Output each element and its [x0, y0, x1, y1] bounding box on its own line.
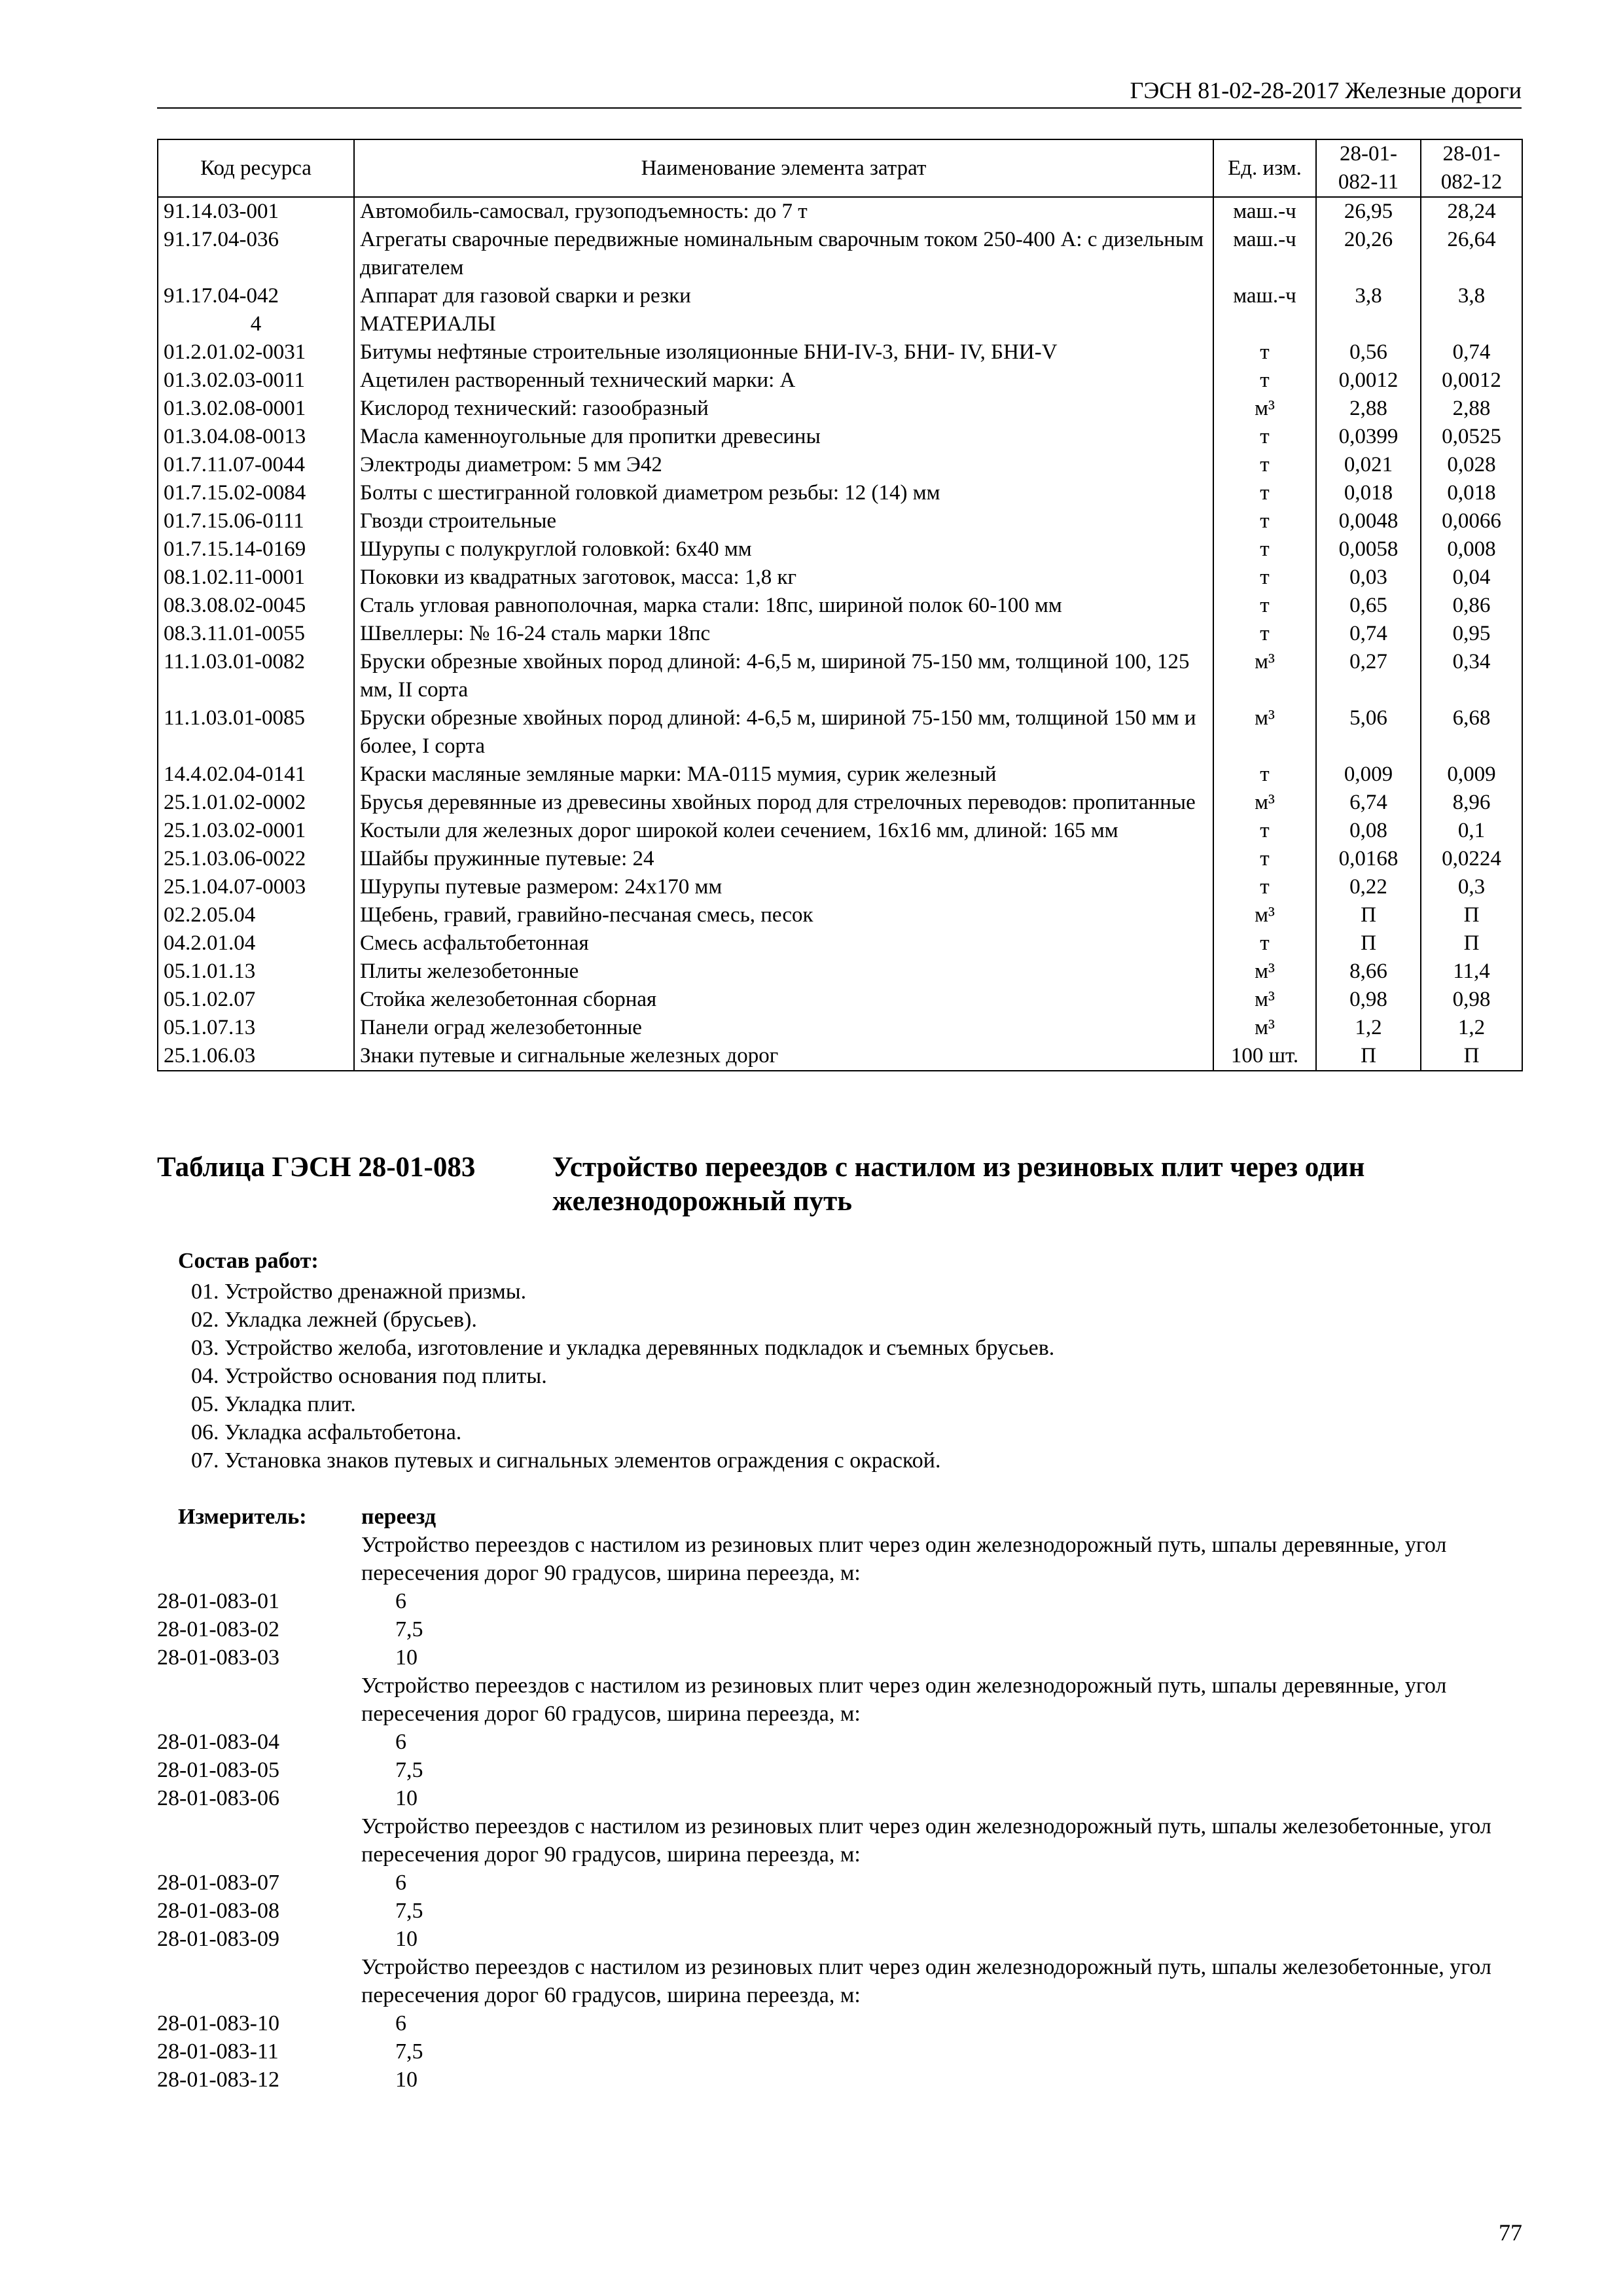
meter-item-code: 28-01-083-08	[157, 1899, 279, 1923]
table-row	[158, 648, 1522, 704]
cell-unit: т	[1213, 564, 1316, 592]
page-number: 77	[1499, 2219, 1522, 2246]
cell-code: 01.7.11.07-0044	[158, 451, 354, 479]
cell-code: 05.1.01.13	[158, 958, 354, 986]
col-value1-header-line1: 28-01-	[1340, 142, 1397, 166]
cell-unit: т	[1213, 873, 1316, 901]
cell-value2: 0,008	[1421, 535, 1522, 564]
cell-value2: 26,64	[1421, 226, 1522, 282]
meter-item-code: 28-01-083-04	[157, 1730, 279, 1754]
table-row	[158, 564, 1522, 592]
header-title: ГЭСН 81-02-28-2017 Железные дороги	[1130, 77, 1522, 103]
cell-unit: т	[1213, 423, 1316, 451]
cell-name: Аппарат для газовой сварки и резки	[354, 282, 1213, 310]
cell-value2: 8,96	[1421, 789, 1522, 817]
meter-item-value: 7,5	[395, 1617, 423, 1641]
cell-code: 25.1.03.02-0001	[158, 817, 354, 845]
work-item: 04. Устройство основания под плиты.	[191, 1364, 547, 1388]
cell-name: Электроды диаметром: 5 мм Э42	[354, 451, 1213, 479]
cell-code: 01.7.15.02-0084	[158, 479, 354, 507]
cell-code: 04.2.01.04	[158, 929, 354, 958]
cell-value1: 5,06	[1316, 704, 1421, 761]
table-body	[158, 197, 1522, 1071]
table-row	[158, 282, 1522, 310]
cell-value2: 28,24	[1421, 197, 1522, 226]
meter-group-description: Устройство переездов с настилом из резиновых плит через один железнодорожный путь, шпалы деревянные, угол пересечения дорог 90 градусов, ширина переезда, м:	[361, 1533, 1447, 1585]
cell-code: 91.17.04-036	[158, 226, 354, 282]
table-row	[158, 423, 1522, 451]
cell-value1: 0,65	[1316, 592, 1421, 620]
meter-unit: переезд	[361, 1505, 437, 1529]
table-title: Таблица ГЭСН 28-01-083	[157, 1152, 476, 1183]
cell-value1: 0,0012	[1316, 367, 1421, 395]
cell-value1	[1316, 310, 1421, 338]
cell-unit: маш.-ч	[1213, 226, 1316, 282]
cell-unit: т	[1213, 479, 1316, 507]
cell-value2	[1421, 310, 1522, 338]
cell-value2: 0,0525	[1421, 423, 1522, 451]
cell-unit: т	[1213, 507, 1316, 535]
meter-item	[157, 1756, 1522, 1784]
cell-name: Шурупы путевые размером: 24х170 мм	[354, 873, 1213, 901]
cell-name: Брусья деревянные из древесины хвойных пород для стрелочных переводов: пропитанные	[354, 789, 1213, 817]
meter-item-code: 28-01-083-03	[157, 1645, 279, 1670]
table-row	[158, 873, 1522, 901]
cell-name: Шайбы пружинные путевые: 24	[354, 845, 1213, 873]
cell-unit: м³	[1213, 901, 1316, 929]
cell-value2: 0,86	[1421, 592, 1522, 620]
meter-item	[157, 1869, 1522, 1897]
cell-unit: т	[1213, 929, 1316, 958]
cell-value2: П	[1421, 901, 1522, 929]
cell-name: Масла каменноугольные для пропитки древесины	[354, 423, 1213, 451]
meter-item-code: 28-01-083-10	[157, 2011, 279, 2036]
meter-item	[157, 1897, 1522, 1925]
meter-item-code: 28-01-083-06	[157, 1786, 279, 1810]
table-row	[158, 986, 1522, 1014]
cell-value1: 0,018	[1316, 479, 1421, 507]
cell-value2: 0,0012	[1421, 367, 1522, 395]
cell-code: 01.7.15.06-0111	[158, 507, 354, 535]
meter-item-code: 28-01-083-09	[157, 1927, 279, 1951]
table-row	[158, 507, 1522, 535]
cell-value2: 0,98	[1421, 986, 1522, 1014]
table-row	[158, 958, 1522, 986]
cell-unit: м³	[1213, 704, 1316, 761]
work-item: 07. Установка знаков путевых и сигнальных элементов ограждения с окраской.	[191, 1448, 941, 1473]
cell-unit: маш.-ч	[1213, 197, 1316, 226]
running-header	[157, 77, 1522, 109]
cell-unit: т	[1213, 338, 1316, 367]
cell-unit: т	[1213, 592, 1316, 620]
meter-item	[157, 1643, 1522, 1672]
section-row	[158, 310, 1522, 338]
col-value1-header-line2: 082-11	[1338, 170, 1399, 194]
table-row	[158, 901, 1522, 929]
cell-code: 25.1.01.02-0002	[158, 789, 354, 817]
cell-name: Поковки из квадратных заготовок, масса: 1,8 кг	[354, 564, 1213, 592]
cell-name: Швеллеры: № 16-24 сталь марки 18пс	[354, 620, 1213, 648]
col-value2-header-line2: 082-12	[1440, 170, 1503, 194]
cell-unit: м³	[1213, 648, 1316, 704]
meter-item-value: 10	[395, 1645, 418, 1670]
cell-unit: м³	[1213, 986, 1316, 1014]
meter-item-code: 28-01-083-12	[157, 2068, 279, 2092]
work-item: 06. Укладка асфальтобетона.	[191, 1420, 462, 1444]
cell-name: МАТЕРИАЛЫ	[354, 310, 1213, 338]
work-item: 03. Устройство желоба, изготовление и укладка деревянных подкладок и съемных брусьев.	[191, 1336, 1055, 1360]
meter-label: Измеритель:	[178, 1505, 307, 1529]
cell-value2: 0,3	[1421, 873, 1522, 901]
table-row	[158, 367, 1522, 395]
cell-value2: 0,0224	[1421, 845, 1522, 873]
meter-item-value: 6	[395, 1730, 406, 1754]
table-heading: Устройство переездов с настилом из резиновых плит через один железнодорожный путь	[552, 1152, 1365, 1217]
cell-value1: 0,0399	[1316, 423, 1421, 451]
cell-value2: 0,028	[1421, 451, 1522, 479]
cell-name: Шурупы с полукруглой головкой: 6х40 мм	[354, 535, 1213, 564]
meter-item-value: 7,5	[395, 1899, 423, 1923]
table-row	[158, 620, 1522, 648]
cell-code: 25.1.03.06-0022	[158, 845, 354, 873]
cell-name: Бруски обрезные хвойных пород длиной: 4-6,5 м, шириной 75-150 мм, толщиной 150 мм и более, I сорта	[354, 704, 1213, 761]
cell-value2: 2,88	[1421, 395, 1522, 423]
cell-value2: 0,018	[1421, 479, 1522, 507]
cell-unit: м³	[1213, 395, 1316, 423]
cell-unit	[1213, 310, 1316, 338]
cell-unit: м³	[1213, 1014, 1316, 1042]
cell-value2: 1,2	[1421, 1014, 1522, 1042]
meter-header	[157, 1503, 1522, 1531]
table-row	[158, 451, 1522, 479]
table-header-row	[158, 139, 1522, 197]
table-row	[158, 1014, 1522, 1042]
cell-unit: маш.-ч	[1213, 282, 1316, 310]
cell-value2: 0,009	[1421, 761, 1522, 789]
cell-name: Бруски обрезные хвойных пород длиной: 4-6,5 м, шириной 75-150 мм, толщиной 100, 125 мм, II сорта	[354, 648, 1213, 704]
work-item: 05. Укладка плит.	[191, 1392, 356, 1416]
table-row	[158, 817, 1522, 845]
col-unit-header: Ед. изм.	[1213, 139, 1316, 197]
table-row	[158, 929, 1522, 958]
cell-unit: м³	[1213, 958, 1316, 986]
table-row	[158, 592, 1522, 620]
cell-name: Смесь асфальтобетонная	[354, 929, 1213, 958]
table-row	[158, 761, 1522, 789]
cell-value1: 26,95	[1316, 197, 1421, 226]
cell-unit: т	[1213, 451, 1316, 479]
cell-code: 08.3.08.02-0045	[158, 592, 354, 620]
table-row	[158, 1042, 1522, 1071]
meter-item-code: 28-01-083-05	[157, 1758, 279, 1782]
cell-unit: т	[1213, 761, 1316, 789]
cell-value2: 0,1	[1421, 817, 1522, 845]
table-row	[158, 197, 1522, 226]
col-name-header: Наименование элемента затрат	[354, 139, 1213, 197]
cell-value1: 0,22	[1316, 873, 1421, 901]
meter-section	[157, 1503, 1522, 2094]
meter-item	[157, 2066, 1522, 2094]
cell-value1: 0,74	[1316, 620, 1421, 648]
meter-group-description: Устройство переездов с настилом из резиновых плит через один железнодорожный путь, шпалы железобетонные, угол пересечения дорог 60 градусов, ширина переезда, м:	[361, 1955, 1491, 2007]
cell-value1: 0,0048	[1316, 507, 1421, 535]
table-row	[158, 704, 1522, 761]
meter-item-code: 28-01-083-01	[157, 1589, 279, 1613]
col-code-header: Код ресурса	[158, 139, 354, 197]
cell-value1: 8,66	[1316, 958, 1421, 986]
meter-item-value: 10	[395, 1786, 418, 1810]
cell-code: 11.1.03.01-0082	[158, 648, 354, 704]
meter-item	[157, 1587, 1522, 1615]
cell-value1: 0,56	[1316, 338, 1421, 367]
cell-code: 05.1.07.13	[158, 1014, 354, 1042]
cell-unit: 100 шт.	[1213, 1042, 1316, 1071]
meter-item-value: 6	[395, 1871, 406, 1895]
cell-value1: 0,021	[1316, 451, 1421, 479]
cell-unit: т	[1213, 620, 1316, 648]
cell-value1: 0,03	[1316, 564, 1421, 592]
meter-item	[157, 1784, 1522, 1812]
cell-code: 05.1.02.07	[158, 986, 354, 1014]
col-value2-header	[1421, 139, 1522, 197]
cell-code: 01.3.04.08-0013	[158, 423, 354, 451]
cell-code: 08.1.02.11-0001	[158, 564, 354, 592]
table-row	[158, 226, 1522, 282]
cell-value2: 0,74	[1421, 338, 1522, 367]
meter-group-description: Устройство переездов с настилом из резиновых плит через один железнодорожный путь, шпалы железобетонные, угол пересечения дорог 90 градусов, ширина переезда, м:	[361, 1814, 1491, 1867]
cell-value1: 0,009	[1316, 761, 1421, 789]
cell-value1: 0,98	[1316, 986, 1421, 1014]
cell-code: 01.3.02.08-0001	[158, 395, 354, 423]
cell-value1: 0,0168	[1316, 845, 1421, 873]
cell-value2: 0,95	[1421, 620, 1522, 648]
meter-item-code: 28-01-083-02	[157, 1617, 279, 1641]
meter-item-value: 10	[395, 2068, 418, 2092]
cell-value2: 0,04	[1421, 564, 1522, 592]
table-row	[158, 395, 1522, 423]
cell-unit: т	[1213, 817, 1316, 845]
cell-name: Стойка железобетонная сборная	[354, 986, 1213, 1014]
cell-value2: 11,4	[1421, 958, 1522, 986]
cell-name: Плиты железобетонные	[354, 958, 1213, 986]
cell-unit: т	[1213, 367, 1316, 395]
cell-code: 08.3.11.01-0055	[158, 620, 354, 648]
works-list	[191, 1278, 1054, 1475]
cell-value1: 0,27	[1316, 648, 1421, 704]
table-row	[158, 338, 1522, 367]
cell-value1: П	[1316, 929, 1421, 958]
cell-value1: 2,88	[1316, 395, 1421, 423]
cell-value1: 0,0058	[1316, 535, 1421, 564]
cell-name: Гвозди строительные	[354, 507, 1213, 535]
cell-value1: 3,8	[1316, 282, 1421, 310]
col-value1-header	[1316, 139, 1421, 197]
cell-value1: 6,74	[1316, 789, 1421, 817]
cell-name: Щебень, гравий, гравийно-песчаная смесь, песок	[354, 901, 1213, 929]
cell-name: Ацетилен растворенный технический марки: А	[354, 367, 1213, 395]
cell-value2: П	[1421, 929, 1522, 958]
cell-unit: м³	[1213, 789, 1316, 817]
meter-item-code: 28-01-083-07	[157, 1871, 279, 1895]
meter-item-value: 7,5	[395, 1758, 423, 1782]
meter-item-value: 6	[395, 1589, 406, 1613]
col-value2-header-line1: 28-01-	[1442, 142, 1501, 166]
table-row	[158, 789, 1522, 817]
cell-value1: П	[1316, 901, 1421, 929]
cell-name: Автомобиль-самосвал, грузоподъемность: до 7 т	[354, 197, 1213, 226]
cell-name: Агрегаты сварочные передвижные номинальным сварочным током 250-400 А: с дизельным двигателем	[354, 226, 1213, 282]
resource-table	[157, 139, 1523, 1071]
meter-item-value: 10	[395, 1927, 418, 1951]
cell-value2: 0,0066	[1421, 507, 1522, 535]
cell-value2: 0,34	[1421, 648, 1522, 704]
cell-value1: 20,26	[1316, 226, 1421, 282]
cell-code: 01.3.02.03-0011	[158, 367, 354, 395]
cell-name: Битумы нефтяные строительные изоляционные БНИ-IV-3, БНИ- IV, БНИ-V	[354, 338, 1213, 367]
table-row	[158, 845, 1522, 873]
cell-code: 25.1.04.07-0003	[158, 873, 354, 901]
cell-value2: 6,68	[1421, 704, 1522, 761]
cell-code: 91.17.04-042	[158, 282, 354, 310]
meter-item	[157, 1728, 1522, 1756]
cell-code: 91.14.03-001	[158, 197, 354, 226]
cell-value2: 3,8	[1421, 282, 1522, 310]
cell-unit: т	[1213, 845, 1316, 873]
cell-name: Знаки путевые и сигнальные железных дорог	[354, 1042, 1213, 1071]
cell-code: 14.4.02.04-0141	[158, 761, 354, 789]
meter-item	[157, 2009, 1522, 2037]
meter-item-code: 28-01-083-11	[157, 2039, 279, 2064]
works-title: Состав работ:	[178, 1249, 319, 1273]
cell-code: 11.1.03.01-0085	[158, 704, 354, 761]
cell-value1: 1,2	[1316, 1014, 1421, 1042]
cell-name: Костыли для железных дорог широкой колеи сечением, 16х16 мм, длиной: 165 мм	[354, 817, 1213, 845]
cell-name: Сталь угловая равнополочная, марка стали: 18пс, шириной полок 60-100 мм	[354, 592, 1213, 620]
meter-group-description: Устройство переездов с настилом из резиновых плит через один железнодорожный путь, шпалы деревянные, угол пересечения дорог 60 градусов, ширина переезда, м:	[361, 1674, 1447, 1726]
cell-code: 02.2.05.04	[158, 901, 354, 929]
work-item: 01. Устройство дренажной призмы.	[191, 1280, 527, 1304]
cell-value1: 0,08	[1316, 817, 1421, 845]
work-item: 02. Укладка лежней (брусьев).	[191, 1308, 477, 1332]
cell-code: 01.7.15.14-0169	[158, 535, 354, 564]
meter-item	[157, 2037, 1522, 2066]
cell-unit: т	[1213, 535, 1316, 564]
cell-name: Панели оград железобетонные	[354, 1014, 1213, 1042]
cell-code: 01.2.01.02-0031	[158, 338, 354, 367]
table-row	[158, 535, 1522, 564]
cell-name: Кислород технический: газообразный	[354, 395, 1213, 423]
table-row	[158, 479, 1522, 507]
cell-code: 25.1.06.03	[158, 1042, 354, 1071]
cell-value2: П	[1421, 1042, 1522, 1071]
meter-item	[157, 1615, 1522, 1643]
meter-item-value: 6	[395, 2011, 406, 2036]
cell-name: Болты с шестигранной головкой диаметром резьбы: 12 (14) мм	[354, 479, 1213, 507]
cell-code: 4	[158, 310, 354, 338]
cell-name: Краски масляные земляные марки: МА-0115 мумия, сурик железный	[354, 761, 1213, 789]
meter-item	[157, 1925, 1522, 1953]
meter-item-value: 7,5	[395, 2039, 423, 2064]
cell-value1: П	[1316, 1042, 1421, 1071]
